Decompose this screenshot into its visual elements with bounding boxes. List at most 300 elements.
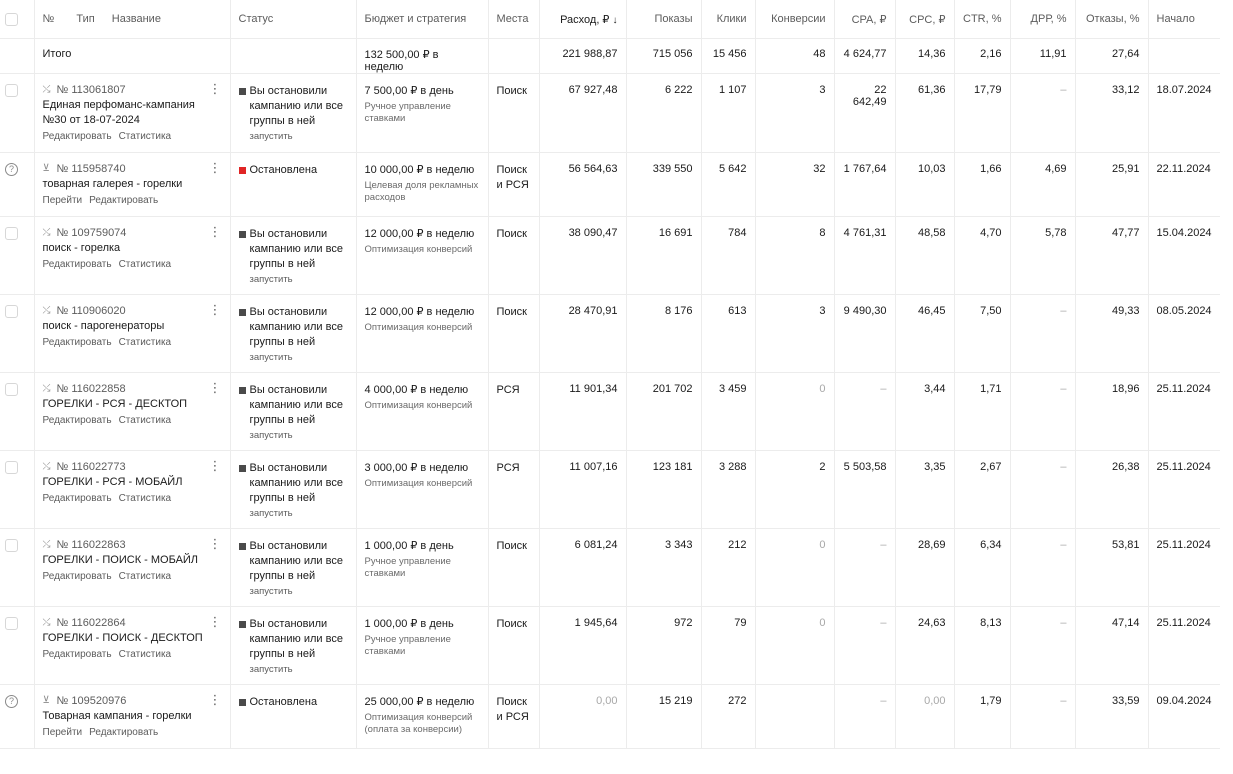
campaign-name[interactable]: товарная галерея - горелки — [42, 177, 183, 190]
status-text: Вы остановили кампанию или все группы в ней — [249, 617, 343, 660]
clicks-cell: 3 459 — [701, 372, 755, 450]
campaign-link-2[interactable]: Статистика — [118, 648, 172, 660]
header-num[interactable]: № — [42, 13, 55, 25]
spend-cell: 56 564,63 — [539, 152, 626, 216]
status — [239, 461, 348, 506]
spend-cell: 11 007,16 — [539, 450, 626, 528]
clicks-cell: 5 642 — [701, 152, 755, 216]
status — [239, 163, 348, 178]
more-actions-icon[interactable]: ⋮ — [208, 159, 222, 175]
row-select-cell — [0, 294, 34, 372]
spend-cell: 0,00 — [539, 684, 626, 748]
totals-label: Итого — [34, 38, 230, 73]
campaign-cell — [34, 528, 230, 606]
budget-value[interactable]: 1 000,00 ₽ в день — [364, 617, 454, 630]
drr-cell: 5,78 — [1010, 216, 1075, 294]
clicks-cell: 212 — [701, 528, 755, 606]
start-cell: 25.11.2024 — [1148, 606, 1220, 684]
status-indicator — [239, 309, 246, 316]
row-checkbox[interactable] — [5, 84, 18, 97]
campaign-link-2[interactable]: Статистика — [118, 336, 172, 348]
shows-cell: 339 550 — [626, 152, 701, 216]
budget-value[interactable]: 12 000,00 ₽ в неделю — [364, 227, 475, 240]
status-text: Вы остановили кампанию или все группы в ней — [249, 461, 343, 504]
drr-cell: – — [1010, 606, 1075, 684]
header-cpa[interactable]: CPA, ₽ — [834, 0, 895, 38]
bounce-cell: 53,81 — [1075, 528, 1148, 606]
header-type[interactable]: Тип — [76, 13, 95, 25]
ctr-cell: 1,66 — [954, 152, 1010, 216]
drr-cell: – — [1010, 372, 1075, 450]
budget-value[interactable]: 4 000,00 ₽ в неделю — [364, 383, 469, 396]
totals-start — [1148, 38, 1220, 73]
bounce-cell: 47,14 — [1075, 606, 1148, 684]
row-checkbox[interactable] — [5, 461, 18, 474]
shows-cell: 15 219 — [626, 684, 701, 748]
campaign-link-1[interactable]: Редактировать — [42, 648, 112, 660]
campaign-link-2[interactable]: Редактировать — [89, 726, 159, 738]
status-text: Вы остановили кампанию или все группы в ней — [249, 305, 343, 348]
shows-cell: 8 176 — [626, 294, 701, 372]
campaign-links — [43, 259, 222, 270]
totals-conv: 48 — [755, 38, 834, 73]
status-cell — [230, 528, 356, 606]
cpa-cell: 22 642,49 — [834, 73, 895, 152]
cpa-cell: 5 503,58 — [834, 450, 895, 528]
ctr-cell: 4,70 — [954, 216, 1010, 294]
spend-cell: 28 470,91 — [539, 294, 626, 372]
campaign-name[interactable]: ГОРЕЛКИ - ПОИСК - ДЕСКТОП — [42, 631, 203, 644]
table-row[interactable] — [0, 528, 1220, 606]
drr-cell: – — [1010, 73, 1075, 152]
launch-link[interactable]: запустить — [249, 663, 293, 675]
spend-cell: 38 090,47 — [539, 216, 626, 294]
campaign-cell — [34, 450, 230, 528]
header-shows[interactable]: Показы — [626, 0, 701, 38]
ctr-cell: 6,34 — [954, 528, 1010, 606]
campaign-id: № 116022858 — [56, 382, 126, 395]
cpc-cell: 10,03 — [895, 152, 954, 216]
status-cell — [230, 606, 356, 684]
conv-cell: 0 — [755, 528, 834, 606]
totals-empty — [0, 38, 34, 73]
table-header — [0, 0, 1220, 38]
row-checkbox[interactable] — [5, 617, 18, 630]
header-places[interactable]: Места — [488, 0, 539, 38]
start-cell: 09.04.2024 — [1148, 684, 1220, 748]
row-select-cell — [0, 606, 34, 684]
status-text: Вы остановили кампанию или все группы в ней — [249, 383, 343, 426]
bounce-cell: 33,12 — [1075, 73, 1148, 152]
campaign-id: № 109520976 — [56, 694, 127, 707]
campaign-links — [43, 337, 222, 348]
campaign-name[interactable]: поиск - горелка — [42, 241, 121, 254]
strategy-label: Оптимизация конверсий — [364, 477, 473, 489]
ctr-cell: 1,79 — [954, 684, 1010, 748]
header-num-type-name — [34, 0, 230, 38]
table-row[interactable] — [0, 372, 1220, 450]
header-spend[interactable] — [539, 0, 626, 38]
conv-cell: 8 — [755, 216, 834, 294]
row-checkbox[interactable] — [5, 227, 18, 240]
budget-cell — [356, 450, 488, 528]
strategy-label: Оптимизация конверсий — [364, 321, 473, 333]
cpa-cell: – — [834, 372, 895, 450]
performance-icon: ⤯ — [42, 84, 51, 95]
campaign-link-2[interactable]: Статистика — [118, 258, 172, 270]
status-indicator — [239, 621, 246, 628]
cart-icon: ⊻ — [42, 695, 50, 706]
header-clicks[interactable]: Клики — [701, 0, 755, 38]
campaign-id-line — [42, 223, 222, 239]
campaign-link-1[interactable]: Редактировать — [42, 492, 112, 504]
status-cell — [230, 73, 356, 152]
cpc-cell: 3,44 — [895, 372, 954, 450]
campaign-name[interactable]: Единая перфоманс-кампания №30 от 18-07-2024 — [42, 98, 195, 126]
campaign-link-2[interactable]: Статистика — [118, 570, 172, 582]
conv-cell: 32 — [755, 152, 834, 216]
performance-icon: ⤯ — [42, 305, 51, 316]
header-ctr[interactable]: CTR, % — [954, 0, 1010, 38]
cpa-cell: 1 767,64 — [834, 152, 895, 216]
row-select-cell — [0, 372, 34, 450]
shows-cell: 972 — [626, 606, 701, 684]
ctr-cell: 17,79 — [954, 73, 1010, 152]
campaign-cell — [34, 152, 230, 216]
campaign-link-1[interactable]: Редактировать — [42, 336, 112, 348]
strategy-label: Целевая доля рекламных расходов — [364, 179, 479, 203]
bounce-cell: 25,91 — [1075, 152, 1148, 216]
status-cell — [230, 152, 356, 216]
status-text: Вы остановили кампанию или все группы в ней — [249, 84, 343, 127]
table-row[interactable] — [0, 216, 1220, 294]
ctr-cell: 1,71 — [954, 372, 1010, 450]
more-actions-icon[interactable]: ⋮ — [208, 80, 222, 96]
campaign-link-1[interactable]: Перейти — [42, 726, 83, 738]
strategy-label: Оптимизация конверсий (оплата за конверсии) — [364, 711, 473, 735]
more-actions-icon[interactable]: ⋮ — [208, 223, 222, 239]
status-cell — [230, 294, 356, 372]
budget-cell — [356, 528, 488, 606]
totals-status — [230, 38, 356, 73]
totals-budget: 132 500,00 ₽ в неделю — [356, 38, 488, 73]
help-icon[interactable]: ? — [5, 163, 18, 176]
performance-icon: ⤯ — [42, 539, 51, 550]
status — [239, 84, 348, 129]
campaign-id: № 109759074 — [56, 226, 127, 239]
status-indicator — [239, 543, 246, 550]
status-indicator — [239, 699, 246, 706]
shows-cell: 6 222 — [626, 73, 701, 152]
clicks-cell: 79 — [701, 606, 755, 684]
performance-icon: ⤯ — [42, 383, 51, 394]
totals-drr: 11,91 — [1010, 38, 1075, 73]
shows-cell: 3 343 — [626, 528, 701, 606]
cpc-cell: 61,36 — [895, 73, 954, 152]
totals-shows: 715 056 — [626, 38, 701, 73]
campaign-id: № 116022864 — [56, 616, 126, 629]
status-indicator — [239, 387, 246, 394]
drr-cell: – — [1010, 684, 1075, 748]
places-cell: Поиск — [488, 294, 539, 372]
budget-cell — [356, 684, 488, 748]
campaign-links — [43, 131, 222, 142]
status-indicator — [239, 465, 246, 472]
cpc-cell: 0,00 — [895, 684, 954, 748]
campaign-links — [43, 195, 222, 206]
budget-value[interactable]: 12 000,00 ₽ в неделю — [364, 305, 475, 318]
bounce-cell: 26,38 — [1075, 450, 1148, 528]
places-cell: Поиск и РСЯ — [488, 152, 539, 216]
totals-cpa: 4 624,77 — [834, 38, 895, 73]
budget-cell — [356, 372, 488, 450]
campaign-link-1[interactable]: Редактировать — [42, 570, 112, 582]
places-cell: Поиск — [488, 528, 539, 606]
strategy-label: Ручное управление ставками — [364, 555, 451, 579]
clicks-cell: 613 — [701, 294, 755, 372]
ctr-cell: 2,67 — [954, 450, 1010, 528]
launch-link[interactable]: запустить — [249, 351, 293, 363]
launch-link[interactable]: запустить — [249, 507, 293, 519]
status-indicator — [239, 231, 246, 238]
more-actions-icon[interactable]: ⋮ — [208, 379, 222, 395]
start-cell: 25.11.2024 — [1148, 372, 1220, 450]
campaign-cell — [34, 73, 230, 152]
strategy-label: Ручное управление ставками — [364, 633, 451, 657]
spend-cell: 6 081,24 — [539, 528, 626, 606]
status-text: Остановлена — [249, 163, 318, 176]
campaign-link-2[interactable]: Статистика — [118, 414, 172, 426]
budget-value[interactable]: 1 000,00 ₽ в день — [364, 539, 454, 552]
row-checkbox[interactable] — [5, 539, 18, 552]
status — [239, 305, 348, 350]
bounce-cell: 18,96 — [1075, 372, 1148, 450]
launch-link[interactable]: запустить — [249, 585, 293, 597]
row-select-cell — [0, 152, 34, 216]
table-row[interactable] — [0, 684, 1220, 748]
header-start[interactable]: Начало — [1148, 0, 1220, 38]
row-select-cell — [0, 684, 34, 748]
status-cell — [230, 684, 356, 748]
strategy-label: Ручное управление ставками — [364, 100, 451, 124]
cart-icon: ⊻ — [42, 163, 50, 174]
status-indicator — [239, 88, 246, 95]
totals-row — [0, 38, 1220, 73]
header-name[interactable]: Название — [111, 13, 161, 25]
campaign-cell — [34, 294, 230, 372]
campaign-name[interactable]: Товарная кампания - горелки — [42, 709, 192, 722]
campaign-link-1[interactable]: Редактировать — [42, 258, 112, 270]
drr-cell: – — [1010, 528, 1075, 606]
conv-cell — [755, 684, 834, 748]
campaign-id-line — [42, 691, 222, 707]
clicks-cell: 784 — [701, 216, 755, 294]
status — [239, 695, 348, 710]
campaign-link-2[interactable]: Статистика — [118, 130, 172, 142]
shows-cell: 201 702 — [626, 372, 701, 450]
launch-link[interactable]: запустить — [249, 130, 293, 142]
cpc-cell: 3,35 — [895, 450, 954, 528]
table-row[interactable] — [0, 606, 1220, 684]
row-checkbox[interactable] — [5, 383, 18, 396]
spend-cell: 67 927,48 — [539, 73, 626, 152]
performance-icon: ⤯ — [42, 461, 51, 472]
more-actions-icon[interactable]: ⋮ — [208, 691, 222, 707]
row-select-cell — [0, 216, 34, 294]
launch-link[interactable]: запустить — [249, 429, 293, 441]
header-bounce[interactable]: Отказы, % — [1075, 0, 1148, 38]
table-row[interactable] — [0, 152, 1220, 216]
campaign-id: № 113061807 — [56, 83, 126, 96]
drr-cell: 4,69 — [1010, 152, 1075, 216]
campaign-links — [43, 415, 222, 426]
campaign-id-line — [42, 301, 222, 317]
select-all-cell — [0, 0, 34, 38]
drr-cell: – — [1010, 294, 1075, 372]
campaign-cell — [34, 606, 230, 684]
campaign-id-line — [42, 613, 222, 629]
campaign-link-1[interactable]: Редактировать — [42, 130, 112, 142]
start-cell: 18.07.2024 — [1148, 73, 1220, 152]
header-conv[interactable]: Конверсии — [755, 0, 834, 38]
campaign-id-line — [42, 457, 222, 473]
start-cell: 25.11.2024 — [1148, 450, 1220, 528]
budget-cell — [356, 73, 488, 152]
more-actions-icon[interactable]: ⋮ — [208, 457, 222, 473]
bounce-cell: 33,59 — [1075, 684, 1148, 748]
status — [239, 227, 348, 272]
places-cell: Поиск — [488, 606, 539, 684]
status-cell — [230, 450, 356, 528]
conv-cell: 3 — [755, 294, 834, 372]
places-cell: РСЯ — [488, 372, 539, 450]
campaign-link-1[interactable]: Редактировать — [42, 414, 112, 426]
campaign-link-2[interactable]: Статистика — [118, 492, 172, 504]
start-cell: 22.11.2024 — [1148, 152, 1220, 216]
campaign-name[interactable]: ГОРЕЛКИ - РСЯ - ДЕСКТОП — [42, 397, 188, 410]
table-row[interactable] — [0, 73, 1220, 152]
campaign-id: № 116022863 — [56, 538, 126, 551]
table-row[interactable] — [0, 294, 1220, 372]
bounce-cell: 49,33 — [1075, 294, 1148, 372]
conv-cell: 0 — [755, 606, 834, 684]
totals-cpc: 14,36 — [895, 38, 954, 73]
clicks-cell: 3 288 — [701, 450, 755, 528]
shows-cell: 123 181 — [626, 450, 701, 528]
totals-clicks: 15 456 — [701, 38, 755, 73]
strategy-label: Оптимизация конверсий — [364, 243, 473, 255]
cpc-cell: 48,58 — [895, 216, 954, 294]
start-cell: 25.11.2024 — [1148, 528, 1220, 606]
campaign-cell — [34, 216, 230, 294]
status-cell — [230, 216, 356, 294]
status-cell — [230, 372, 356, 450]
campaign-id: № 116022773 — [56, 460, 126, 473]
status-text: Остановлена — [249, 695, 318, 708]
row-checkbox[interactable] — [5, 305, 18, 318]
table-row[interactable] — [0, 450, 1220, 528]
launch-link[interactable]: запустить — [249, 273, 293, 285]
campaign-name[interactable]: ГОРЕЛКИ - РСЯ - МОБАЙЛ — [42, 475, 183, 488]
totals-spend: 221 988,87 — [539, 38, 626, 73]
conv-cell: 2 — [755, 450, 834, 528]
clicks-cell: 1 107 — [701, 73, 755, 152]
campaign-id-line — [42, 159, 222, 175]
campaign-link-1[interactable]: Перейти — [42, 194, 83, 206]
campaign-id-line — [42, 535, 222, 551]
help-icon[interactable]: ? — [5, 695, 18, 708]
budget-cell — [356, 216, 488, 294]
campaign-name[interactable]: ГОРЕЛКИ - ПОИСК - МОБАЙЛ — [42, 553, 199, 566]
places-cell: Поиск и РСЯ — [488, 684, 539, 748]
budget-value[interactable]: 25 000,00 ₽ в неделю — [364, 695, 475, 708]
budget-cell — [356, 152, 488, 216]
conv-cell: 3 — [755, 73, 834, 152]
campaign-links — [43, 649, 222, 660]
places-cell: Поиск — [488, 73, 539, 152]
more-actions-icon[interactable]: ⋮ — [208, 301, 222, 317]
row-select-cell — [0, 528, 34, 606]
spend-cell: 1 945,64 — [539, 606, 626, 684]
totals-bounce: 27,64 — [1075, 38, 1148, 73]
more-actions-icon[interactable]: ⋮ — [208, 535, 222, 551]
campaign-links — [43, 493, 222, 504]
cpa-cell: 4 761,31 — [834, 216, 895, 294]
header-budget[interactable]: Бюджет и стратегия — [356, 0, 488, 38]
select-all-checkbox[interactable] — [5, 13, 18, 26]
drr-cell: – — [1010, 450, 1075, 528]
cpc-cell: 28,69 — [895, 528, 954, 606]
budget-value[interactable]: 7 500,00 ₽ в день — [364, 84, 454, 97]
performance-icon: ⤯ — [42, 617, 51, 628]
header-cpc[interactable]: CPC, ₽ — [895, 0, 954, 38]
row-select-cell — [0, 73, 34, 152]
conv-cell: 0 — [755, 372, 834, 450]
cpa-cell: – — [834, 606, 895, 684]
budget-value[interactable]: 10 000,00 ₽ в неделю — [364, 163, 475, 176]
header-status[interactable]: Статус — [230, 0, 356, 38]
places-cell: РСЯ — [488, 450, 539, 528]
status-indicator — [239, 167, 246, 174]
start-cell: 08.05.2024 — [1148, 294, 1220, 372]
budget-cell — [356, 294, 488, 372]
start-cell: 15.04.2024 — [1148, 216, 1220, 294]
campaign-link-2[interactable]: Редактировать — [89, 194, 159, 206]
header-drr[interactable]: ДРР, % — [1010, 0, 1075, 38]
budget-cell — [356, 606, 488, 684]
status-text: Вы остановили кампанию или все группы в ней — [249, 227, 343, 270]
clicks-cell: 272 — [701, 684, 755, 748]
totals-ctr: 2,16 — [954, 38, 1010, 73]
row-select-cell — [0, 450, 34, 528]
status — [239, 617, 348, 662]
campaign-id-line — [42, 80, 222, 96]
header-spend-label: Расход, ₽ — [560, 14, 610, 26]
status — [239, 539, 348, 584]
spend-cell: 11 901,34 — [539, 372, 626, 450]
status-text: Вы остановили кампанию или все группы в ней — [249, 539, 343, 582]
campaign-id-line — [42, 379, 222, 395]
budget-value[interactable]: 3 000,00 ₽ в неделю — [364, 461, 469, 474]
campaign-name[interactable]: поиск - парогенераторы — [42, 319, 165, 332]
places-cell: Поиск — [488, 216, 539, 294]
sort-desc-icon: ↓ — [612, 15, 618, 26]
campaign-cell — [34, 372, 230, 450]
cpa-cell: – — [834, 528, 895, 606]
more-actions-icon[interactable]: ⋮ — [208, 613, 222, 629]
campaign-links — [43, 727, 222, 738]
campaign-cell — [34, 684, 230, 748]
